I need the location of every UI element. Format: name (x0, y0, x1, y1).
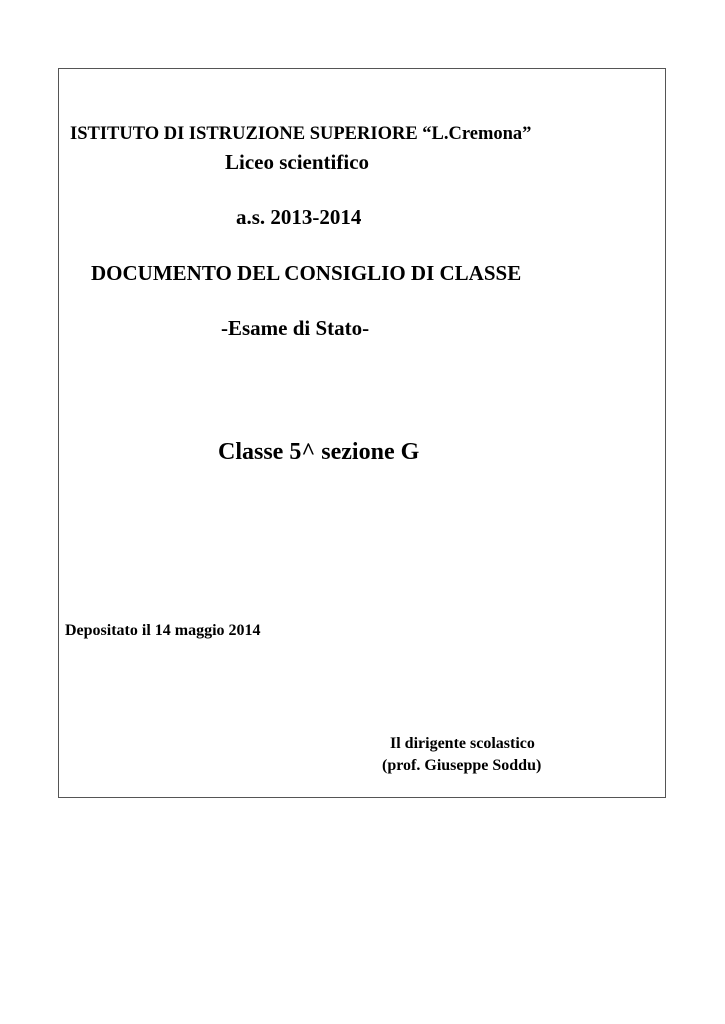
school-type: Liceo scientifico (225, 150, 370, 174)
deposit-date: Depositato il 14 maggio 2014 (65, 622, 261, 639)
cover-frame (58, 68, 666, 798)
signatory-name: (prof. Giuseppe Soddu) (382, 757, 542, 774)
signatory-role: Il dirigente scolastico (390, 735, 535, 752)
class-section: Classe 5^ sezione G (218, 439, 420, 465)
school-year: a.s. 2013-2014 (236, 205, 362, 229)
exam-title: -Esame di Stato- (221, 316, 370, 340)
document-title: DOCUMENTO DEL CONSIGLIO DI CLASSE (91, 261, 522, 285)
institute-name: ISTITUTO DI ISTRUZIONE SUPERIORE “L.Cremona” (70, 124, 532, 144)
